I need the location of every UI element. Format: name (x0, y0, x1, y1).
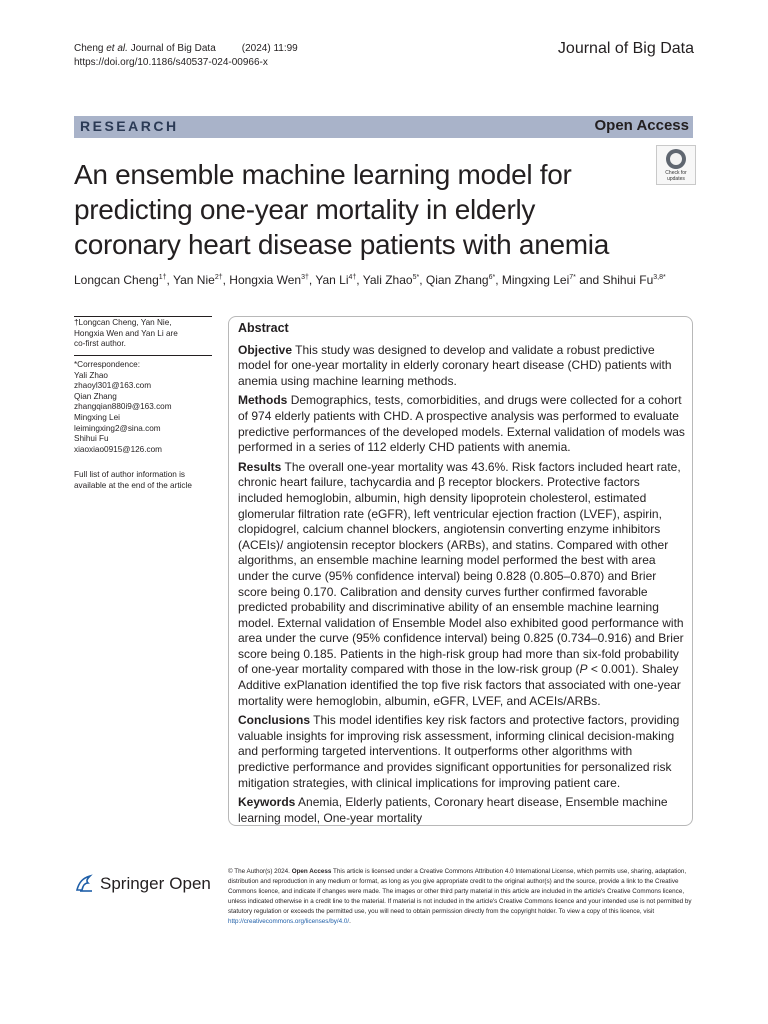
citation-author: Cheng (74, 43, 107, 54)
abstract-methods: Methods Demographics, tests, comorbidities, and drugs were collected for a cohort of 974 elderly patients with CHD. A prospective analysis was performed to evaluate predictive performances of the developed models. External validation of models was performed in a series of 112 elderly CHD patients with anemia. (238, 393, 685, 455)
abstract-box (228, 316, 693, 826)
author[interactable]: Hongxia Wen$^{3\dagger}$ (229, 273, 309, 287)
abstract-keywords: Keywords Anemia, Elderly patients, Coronary heart disease, Ensemble machine learning model, One-year mortality (238, 795, 668, 825)
springer-word: Springer (100, 874, 165, 893)
citation-block (74, 42, 298, 70)
springer-horse-icon (74, 872, 96, 894)
email-link[interactable]: leimingxing2@sina.com (74, 423, 161, 433)
author[interactable]: Yali Zhao$^{5*}$ (362, 273, 420, 287)
author-list: Longcan Cheng$^{1\dagger}$, Yan Nie$^{2\dagger}$, Hongxia Wen$^{3\dagger}$, Yan $Li^{4\dagger}$, Yali Zhao$^{5*}$, Qian Zhang$^{6*}$, Mingxing Lei$^{7*}$ and Shihui $Fu^{3,8*}$ (74, 273, 666, 287)
divider (74, 355, 212, 356)
citation-year: (2024) 11:99 (241, 43, 298, 54)
open-access-label: Open Access (594, 117, 689, 134)
cofirst-note: †Longcan Cheng, Yan Nie, Hongxia Wen and Yan Li are co-first author. (74, 318, 178, 349)
author[interactable]: Yan Nie$^{2\dagger}$ (173, 273, 223, 287)
article-type-label: RESEARCH (80, 118, 179, 134)
article-title: An ensemble machine learning model for predicting one-year mortality in elderly coronary heart disease patients with anemia (74, 159, 609, 260)
abstract-objective: Objective This study was designed to develop and validate a robust predictive model for one-year mortality in elderly coronary heart disease (CHD) patients with anemia using machine learning methods. (238, 342, 672, 388)
author[interactable]: Yan $Li^{4\dagger}$ (315, 273, 357, 287)
check-updates-label: Check for updates (665, 170, 687, 182)
divider (74, 316, 212, 317)
doi-link[interactable]: https://doi.org/10.1186/s40537-024-00966-x (74, 57, 268, 68)
email-link[interactable]: xiaoxiao0915@126.com (74, 444, 162, 454)
abstract-results: Results The overall one-year mortality was 43.6%. Risk factors included heart rate, chronic heart failure, tachycardia and β receptor blockers. Protective factors included hemoglobin, albumin, high density lipoprotein cholesterol, estimated glomerular filtration rate (eGFR), left ventricular ejection fraction (LVEF), aspirin, clopidogrel, calcium channel blockers, angiotensin converting enzyme inhibitors (ACEIs)/ angiotensin receptor blockers (ARBs), and statins. Compared with other algorithms, an ensemble machine learning model performed the best with area under the curve (95% confidence interval) being 0.828 (0.805–0.870) and Brier score being 0.170. Calibration and density curves further confirmed favorable predicted probability and discriminative ability of an ensemble machine learning model. External validation of Ensemble Model also exhibited good performance with area under the curve (95% confidence interval) being 0.825 (0.734–0.916) and Brier score being 0.185. Patients in the high-risk group had more than six-fold probability of one-year mortality compared with those in the low-risk group (P < 0.001). Shaley Additive exPlanation identified the top five risk factors that associated with one-year mortality were hemoglobin, albumin, eGFR, LVEF, and ACEIs/ARBs. (238, 459, 684, 708)
citation-journal: Journal of Big Data (127, 43, 216, 54)
correspondence-block: *Correspondence: Yali Zhao zhaoyl301@163.com Qian Zhang zhangqian880i9@163.com Mingxing Lei leimingxing2@sina.com Shihui Fu xiaoxiao0915@126.com (74, 360, 212, 455)
check-updates-icon (666, 149, 686, 169)
springer-open-word: Open (169, 874, 211, 893)
affiliation-note: Full list of author information is available at the end of the article (74, 470, 192, 490)
author[interactable]: Mingxing Lei$^{7*}$ (501, 273, 576, 287)
springer-open-logo[interactable] (74, 872, 211, 894)
author[interactable]: Longcan Cheng$^{1\dagger}$ (74, 273, 167, 287)
author[interactable]: Shihui $Fu^{3,8*}$ (602, 273, 666, 287)
journal-name: Journal of Big Data (557, 40, 694, 57)
check-for-updates-button[interactable] (656, 145, 696, 185)
abstract-heading: Abstract (238, 321, 289, 335)
email-link[interactable]: zhaoyl301@163.com (74, 381, 152, 391)
author[interactable]: Qian Zhang$^{6*}$ (425, 273, 496, 287)
email-link[interactable]: zhangqian880i9@163.com (74, 402, 172, 412)
abstract-conclusions: Conclusions This model identifies key risk factors and protective factors, providing valuable insights for improving risk assessment, informing clinical decision-making and performing targeted interventions. It outperforms other algorithms with predictive performance and provides significant opportunities for personalized risk mitigation strategies, with clinical implications for improving patient care. (238, 713, 680, 790)
article-type-bar (74, 116, 693, 138)
license-text: © The Author(s) 2024. Open Access This article is licensed under a Creative Commons Attribution 4.0 International License, which permits use, sharing, adaptation, distribution and reproduction in any medium or format, as long as you give appropriate credit to the original author(s) and the source, provide a link to the Creative Commons licence, and indicate if changes were made. The images or other third party material in this article are included in the article's Creative Commons licence, unless indicated otherwise in a credit line to the material. If material is not included in the article's Creative Commons licence and your intended use is not permitted by statutory regulation or exceeds the permitted use, you will need to obtain permission directly from the copyright holder. To view a copy of this licence, visit http://creativecommons.org/licenses/by/4.0/. (228, 868, 692, 926)
citation-line (74, 42, 298, 56)
license-link[interactable]: http://creativecommons.org/licenses/by/4.0/ (228, 918, 350, 926)
citation-etal: et al. (106, 43, 128, 54)
